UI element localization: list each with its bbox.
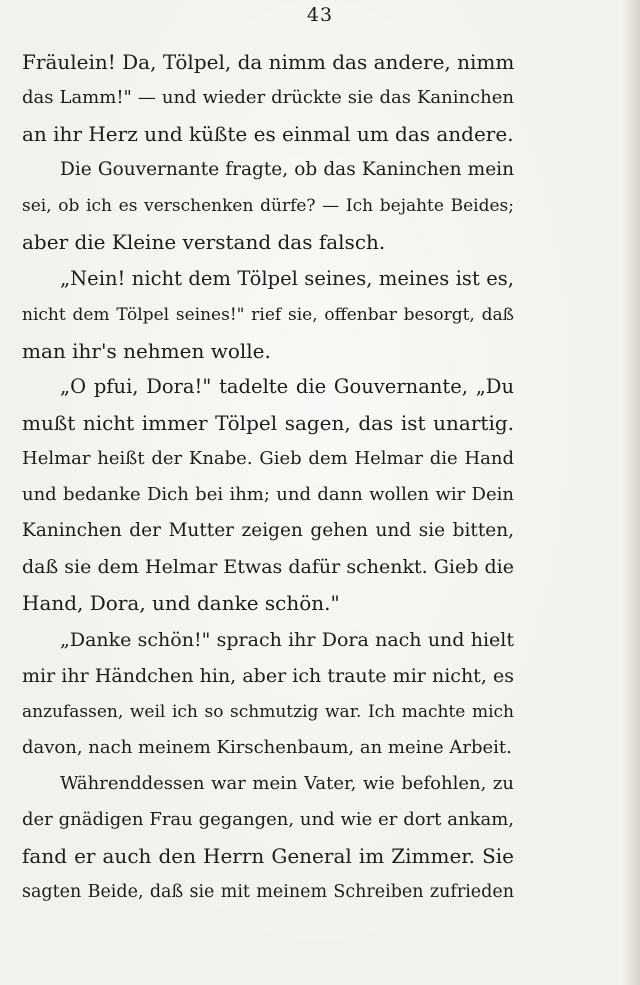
text-line: und bedanke Dich bei ihm; und dann wollen wir Dein [22,484,514,506]
text-line: Fräulein! Da, Tölpel, da nimm das andere, nimm [22,50,515,74]
body-text [22,44,514,910]
text-line: anzufassen, weil ich so schmutzig war. Ich machte mich [22,701,514,722]
text-line: sei, ob ich es verschenken dürfe? — Ich bejahte Beides; [22,196,514,217]
text-line: der gnädigen Frau gegangen, und wie er dort ankam, [22,808,514,830]
text-line: an ihr Herz und küßte es einmal um das andere. [22,122,514,147]
text-line: Die Gouvernante fragte, ob das Kaninchen mein [60,159,514,181]
text-line: Währenddessen war mein Vater, wie befohlen, zu [60,772,514,794]
text-line: sagten Beide, daß sie mit meinem Schreiben zufrieden [22,882,514,903]
text-line: mußt nicht immer Tölpel sagen, das ist unartig. [22,410,514,435]
page-number: 43 [306,4,334,26]
text-line: „Danke schön!" sprach ihr Dora nach und hielt [60,628,514,651]
text-line: man ihr's nehmen wolle. [22,338,271,363]
text-line: Kaninchen der Mutter zeigen gehen und sie bitten, [22,520,514,542]
text-line: „O pfui, Dora!" tadelte die Gouvernante, „Du [60,374,514,398]
text-line: „Nein! nicht dem Tölpel seines, meines ist es, [60,266,514,290]
text-line: nicht dem Tölpel seines!" rief sie, offenbar besorgt, daß [22,304,514,325]
text-line: das Lamm!" — und wieder drückte sie das Kaninchen [22,87,514,109]
text-line: Helmar heißt der Knabe. Gieb dem Helmar die Hand [22,448,514,470]
text-line: Hand, Dora, und danke schön." [22,591,340,616]
text-line: daß sie dem Helmar Etwas dafür schenkt. Gieb die [22,556,514,579]
text-line: aber die Kleine verstand das falsch. [22,230,386,255]
text-line: fand er auch den Herrn General im Zimmer. Sie [22,844,514,869]
page-edge-shadow [622,0,640,985]
text-line: mir ihr Händchen hin, aber ich traute mir nicht, es [22,664,514,687]
text-line: davon, nach meinem Kirschenbaum, an meine Arbeit. [22,736,512,758]
